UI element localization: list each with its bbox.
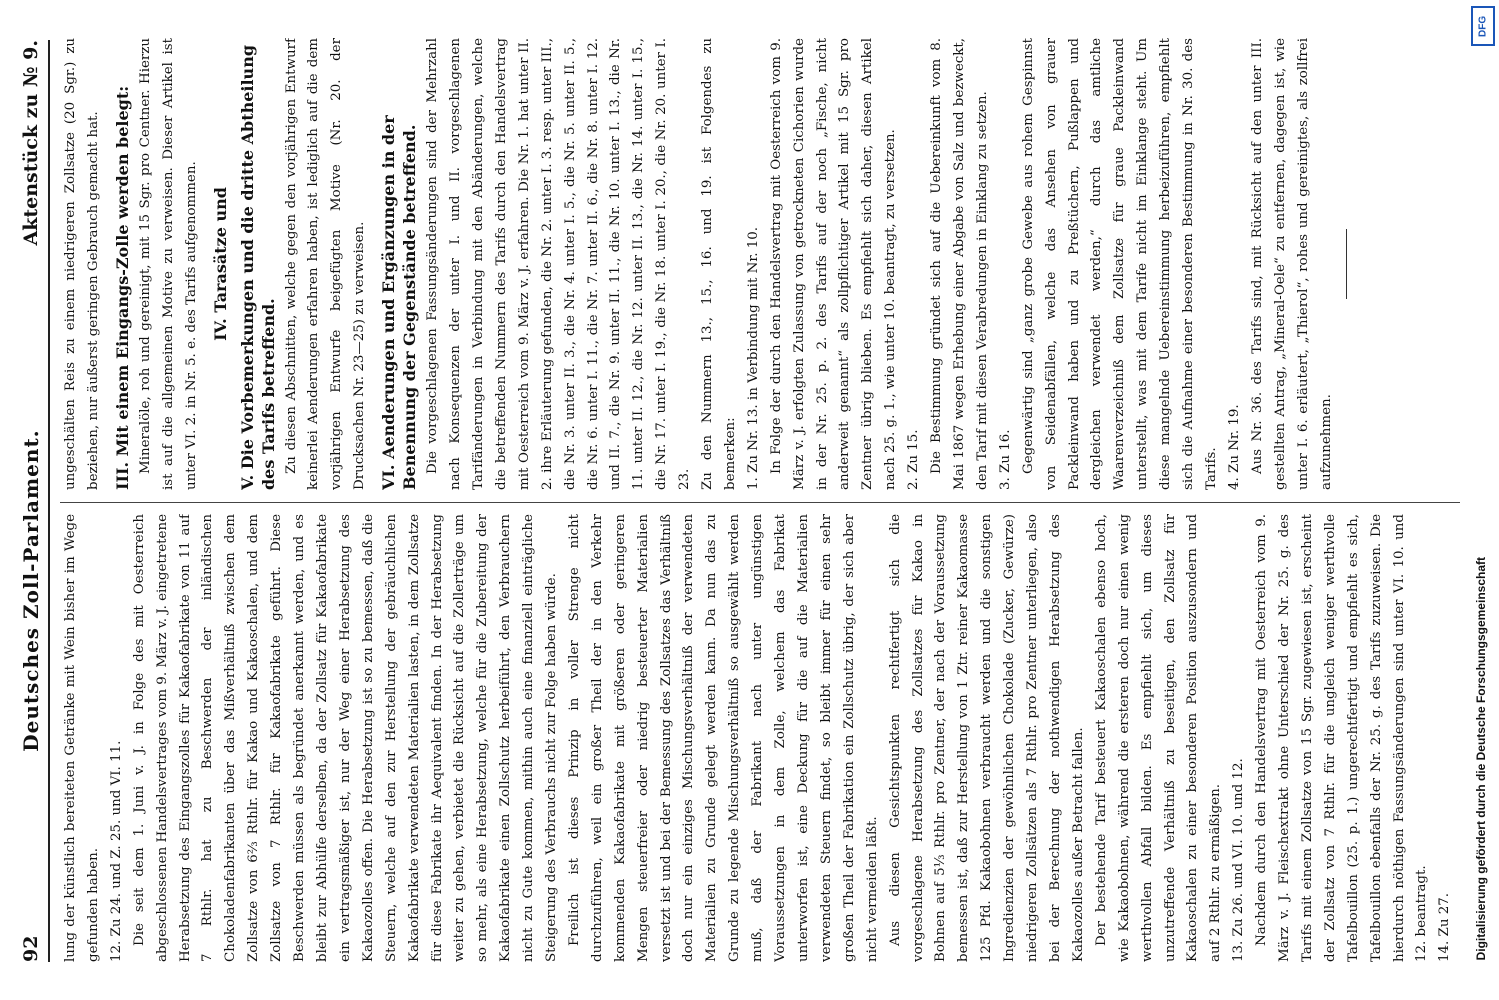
dfg-logo: DFG (1471, 6, 1495, 46)
section-end-rule (1346, 229, 1347, 299)
page-header (14, 40, 50, 962)
digitization-credit: Digitalisierung gefördert durch die Deutsche Forschungsgemeinschaft (1474, 556, 1488, 960)
paragraph: Die Bestimmung gründet sich auf die Uebereinkunft vom 8. Mai 1867 wegen Erhebung einer Abgabe von Salz und bezweckt, den Tarif mit diesen Verabredungen in Einklang zu setzen. (929, 38, 990, 490)
paragraph: Die seit dem 1. Juni v. J. in Folge des mit Oesterreich abgeschlossenen Handelsvertrages vom 9. März v. J. eingetretene Herabsetzung des Eingangszolles für Kakaofabrikate von 11 auf 7 Rthlr. hat zu Beschwerden der inländischen Chokoladenfabrikanten über das Mißverhältniß zwischen dem Zollsatze von 6⅔ Rthlr. für Kakao und Kakaoschalen, und dem Zollsatze von 7 Rthlr. für Kakaofabrikate geführt. Diese Beschwerden müssen als begründet anerkannt werden, und es bleibt zur Abhülfe derselben, da der Zollsatz für Kakaofabrikate ein vertragsmäßiger ist, nur der Weg einer Herabsetzung des Kakaozolles offen. Die Herabsetzung ist so zu bemessen, daß die Steuern, welche auf den zur Herstellung der gebräuchlichen Kakaofabrikate verwendeten Materialien lasten, in dem Zollsatze für diese Fabrikate ihr Aequivalent finden. In der Herabsetzung weiter zu gehen, verbietet die Rücksicht auf die Zollerträge um so mehr, als eine Herabsetzung, welche für die Zubereitung der Kakaofabrikate einen Zollschutz herbeiführt, den Verbrauchern nicht zu Gute kommen, mithin auch eine finanziell einträgliche Steigerung des Verbrauchs nicht zur Folge haben würde. (131, 514, 560, 962)
section-heading: IV. Tarasätze und (210, 187, 230, 341)
item-heading: 14. Zu 27. (1437, 892, 1453, 962)
paragraph: Die vorgeschlagenen Fassungsänderungen sind der Mehrzahl nach Konsequenzen der unter I. und II. vorgeschlagenen Tarifänderungen in Verbindung mit den Abänderungen, welche die betreffenden Nummern des Tarifs durch den Handelsvertrag mit Oesterreich vom 9. März v. J. erfahren. Die Nr. 1. hat unter II. 2. ihre Erläuterung gefunden, die Nr. 2. unter I. 3. resp. unter III., die Nr. 3. unter II. 3., die Nr. 4. unter I. 5., die Nr. 5. unter II. 5., die Nr. 6. unter I. 11., die Nr. 7. unter II. 6., die Nr. 8. unter I. 12. und II. 7., die Nr. 9. unter II. 11., die Nr. 10. unter I. 13., die Nr. 11. unter II. 12., die Nr. 12. unter II. 13., die Nr. 14. unter I. 15., die Nr. 17. unter I. 19., die Nr. 18. unter I. 20., die Nr. 20. unter I. 23. (425, 38, 693, 490)
right-column (60, 38, 1460, 490)
paragraph: Zu diesen Abschnitten, welche gegen den vorjährigen Entwurf keinerlei Aenderungen erfahren haben, ist lediglich auf die dem vorjährigen Entwurfe beigefügten Motive (Nr. 20. der Drucksachen Nr. 23—25) zu verweisen. (283, 38, 368, 490)
paragraph: ungeschälten Reis zu einem niedrigeren Zollsatze (20 Sgr.) zu beziehen, nur äußerst geringen Gebrauch gemacht hat. (63, 38, 101, 490)
publication-title: Deutsches Zoll-Parlament. (19, 429, 43, 752)
appendix-label: Aktenstück zu № 9. (20, 40, 42, 246)
paragraph: Aus Nr. 36. des Tarifs sind, mit Rücksicht auf den unter III. gestellten Antrag, „Mineral-Oele“ zu entfernen, dagegen ist, wie unter I. 6. erläutert, „Thierol“, rohes und gereinigtes, als zollfrei aufzunehmen. (1249, 38, 1334, 490)
item-heading: 12. Zu 24. und Z. 25. und VI. 11. (108, 740, 124, 962)
left-column (60, 514, 1460, 962)
paragraph: Freilich ist dieses Prinzip in voller Strenge nicht durchzuführen, weil ein großer Theil der in den Verkehr kommenden Kakaofabrikate mit größeren oder geringeren Mengen steuerfreier oder niedrig besteuerter Materialien versetzt ist und bei der Bemessung des Zollsatzes das Verhältniß doch nur ein einziges Mischungsverhältniß der verwendeten Materialien zu Grunde gelegt werden kann. Da nun das zu Grunde zu legende Mischungsverhältniß so ausgewählt werden muß, daß der Fabrikant nach unter ungünstigen Voraussetzungen in dem Zolle, welchem das Fabrikat unterworfen ist, eine Deckung für die auf die Materialien verwendeten Steuern findet, so bleibt immer für einen sehr großen Theil der Fabrikation ein Zollschutz übrig, der sich aber nicht vermeiden läßt. (566, 514, 880, 962)
item-heading: 13. Zu 26. und VI. 10. und 12. (1231, 758, 1247, 962)
paragraph: Zu den Nummern 13., 15., 16. und 19. ist Folgendes zu bemerken: (700, 38, 738, 490)
paragraph: Gegenwärtig sind „ganz grobe Gewebe aus rohem Gespinnst von Seidenabfällen, welche das Ansehen von grauer Packleinwand haben und zu Preßtüchern, Pußlappen und dergleichen verwendet werden,“ durch das amtliche Waarenverzeichniß dem Zollsatze für graue Packleinwand unterstellt, was mit dem Tarife nicht im Einklange steht. Um diese mangelnde Uebereinstimmung herbeizuführen, empfiehlt sich die Aufnahme einer besonderen Bestimmung in Nr. 30. des Tarifs. (1020, 38, 1219, 490)
paragraph: lung der künstlich bereiteten Getränke mit Wein bisher im Wege gefunden haben. (63, 514, 101, 962)
paragraph (1457, 514, 1460, 962)
item-heading: 1. Zu Nr. 13. in Verbindung mit Nr. 10. (745, 226, 761, 490)
section-heading: III. Mit einem Eingangs-Zolle werden belegt: (112, 85, 132, 490)
item-heading: 2. Zu 15. (906, 429, 922, 490)
column-divider (60, 502, 1460, 503)
paragraph: In Folge der durch den Handelsvertrag mit Oesterreich vom 9. März v. J. erfolgten Zulassung von getrockneten Cichorien wurde in der Nr. 25. p. 2. des Tarifs auf der noch „Fische, nicht anderweit genannt“ als zollpflichtiger Artikel mit 15 Sgr. pro Zentner übrig blieben. Es empfiehlt sich daher, diesen Artikel nach 25. g. 1., wie unter 10. beantragt, zu versetzen. (768, 38, 899, 490)
item-heading: 4. Zu Nr. 19. (1226, 404, 1242, 490)
paragraph: Nachdem durch den Handelsvertrag mit Oesterreich vom 9. März v. J. Fleischextrakt ohne Unterschied der Nr. 25. g. des Tarifs mit einem Zollsatze von 15 Sgr. zugewiesen ist, erscheint der Zollsatz von 7 Rthlr. für die ungleich weniger werthvolle Tafelbouillon (25. p. 1.) ungerechtfertigt und empfiehlt es sich, Tafelbouillon ebenfalls der Nr. 25. g. des Tarifs zuzuweisen. Die hierdurch nöthigen Fassungsänderungen sind unter VI. 10. und 12. beantragt. (1254, 514, 1430, 962)
digitization-sidebar (1470, 0, 1499, 1000)
paragraph: Aus diesen Gesichtspunkten rechtfertigt sich die vorgeschlagene Herabsetzung des Zollsatzes für Kakao in Bohnen auf 5⅓ Rthlr. pro Zentner, der nach der Voraussetzung bemessen ist, daß zur Herstellung von 1 Ztr. reiner Kakaomasse 125 Pfd. Kakaobohnen verbraucht werden und die sonstigen Ingredienzien der gewöhnlichen Chokolade (Zucker, Gewürze) niedrigeren Zollsätzen als 7 Rthlr. pro Zentner unterliegen, also bei der Berechnung der nothwendigen Herabsetzung des Kakaozolles außer Betracht fallen. (887, 514, 1086, 962)
paragraph: Der bestehende Tarif besteuert Kakaoschalen ebenso hoch, wie Kakaobohnen, während die ersteren doch nur einen wenig werthvollen Abfall bilden. Es empfiehlt sich, um dieses unzutreffende Verhältniß zu beseitigen, den Zollsatz für Kakaoschalen zu einer besonderen Position auszusondern und auf 2 Rthlr. zu ermäßigen. (1093, 514, 1224, 962)
section-heading: VI. Aenderungen und Ergänzungen in der Benennung der Gegenstände betreffend. (379, 115, 420, 490)
section-heading: V. Die Vorbemerkungen und die dritte Abtheilung des Tarifs betreffend. (237, 44, 278, 490)
paragraph: Mineralöle, roh und gereinigt, mit 15 Sgr. pro Centner. Hierzu ist auf die allgemeinen Motive zu verweisen. Dieser Artikel ist unter VI. 2. in Nr. 5. e. des Tarifs aufgenommen. (137, 38, 199, 490)
item-heading: 3. Zu 16. (997, 429, 1013, 490)
page-number: 92 (20, 935, 42, 962)
